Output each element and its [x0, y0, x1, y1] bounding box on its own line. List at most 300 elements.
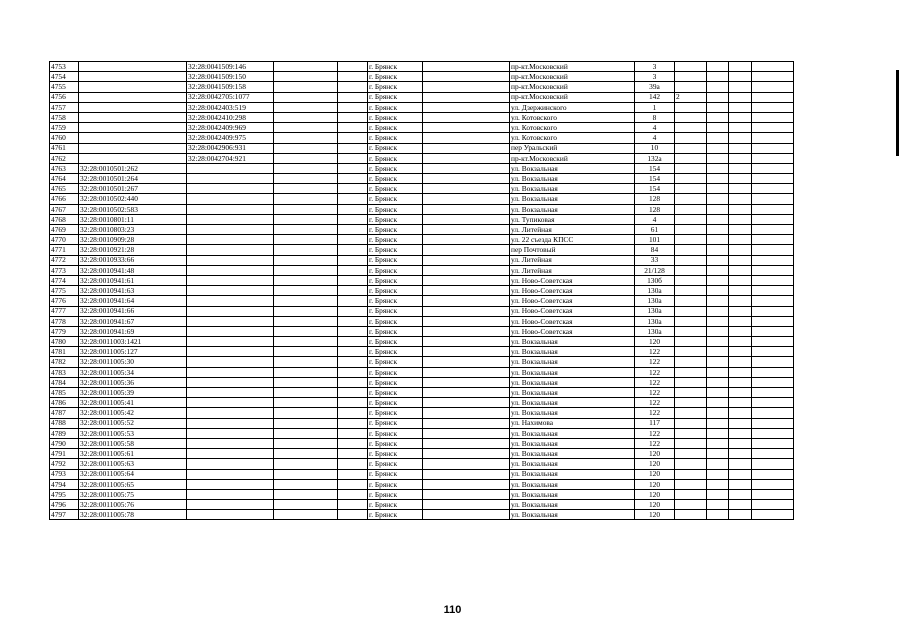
- table-cell: [338, 388, 368, 398]
- table-cell: [675, 500, 707, 510]
- table-cell: [707, 357, 729, 367]
- table-cell: [707, 428, 729, 438]
- table-cell: [729, 357, 752, 367]
- table-cell: [707, 489, 729, 499]
- table-cell: [423, 479, 510, 489]
- table-cell: [423, 123, 510, 133]
- table-cell: [675, 469, 707, 479]
- table-cell: 120: [635, 489, 675, 499]
- table-cell: [423, 316, 510, 326]
- table-cell: [707, 337, 729, 347]
- table-cell: 122: [635, 388, 675, 398]
- table-row: [50, 204, 794, 214]
- table-cell: [675, 459, 707, 469]
- table-cell: [707, 388, 729, 398]
- table-cell: [729, 316, 752, 326]
- table-cell: [675, 449, 707, 459]
- table-cell: [423, 133, 510, 143]
- table-cell: ул. Литейная: [510, 225, 635, 235]
- table-cell: [707, 510, 729, 520]
- table-cell: [729, 398, 752, 408]
- table-cell: г. Брянск: [368, 133, 423, 143]
- table-cell: [423, 337, 510, 347]
- table-cell: [752, 174, 794, 184]
- table-row: [50, 235, 794, 245]
- table-cell: 4: [635, 123, 675, 133]
- table-cell: [423, 163, 510, 173]
- table-cell: [338, 479, 368, 489]
- table-cell: г. Брянск: [368, 92, 423, 102]
- table-cell: [729, 500, 752, 510]
- table-cell: ул. Вокзальная: [510, 479, 635, 489]
- table-cell: ул. Вокзальная: [510, 377, 635, 387]
- table-cell: 4756: [50, 92, 79, 102]
- table-cell: [752, 204, 794, 214]
- table-cell: 32:28:0010941:61: [79, 275, 187, 285]
- table-row: [50, 265, 794, 275]
- table-cell: 154: [635, 174, 675, 184]
- table-cell: [338, 133, 368, 143]
- table-cell: [187, 449, 274, 459]
- table-cell: [274, 163, 338, 173]
- table-cell: 4796: [50, 500, 79, 510]
- table-cell: [79, 72, 187, 82]
- table-cell: [729, 225, 752, 235]
- table-row: [50, 438, 794, 448]
- table-row: [50, 225, 794, 235]
- table-cell: 32:28:0011005:41: [79, 398, 187, 408]
- table-cell: [338, 245, 368, 255]
- table-cell: [729, 286, 752, 296]
- table-cell: [707, 286, 729, 296]
- table-cell: 122: [635, 408, 675, 418]
- table-cell: [729, 194, 752, 204]
- table-cell: [752, 357, 794, 367]
- table-cell: 142: [635, 92, 675, 102]
- table-cell: г. Брянск: [368, 184, 423, 194]
- table-cell: г. Брянск: [368, 326, 423, 336]
- table-cell: 4760: [50, 133, 79, 143]
- table-cell: ул. Ново-Советская: [510, 326, 635, 336]
- table-cell: [729, 449, 752, 459]
- table-row: [50, 489, 794, 499]
- table-cell: 32:28:0011005:75: [79, 489, 187, 499]
- table-cell: [707, 347, 729, 357]
- table-cell: 122: [635, 357, 675, 367]
- table-cell: [752, 428, 794, 438]
- table-cell: 4774: [50, 275, 79, 285]
- table-cell: [675, 388, 707, 398]
- table-cell: [675, 204, 707, 214]
- table-cell: [752, 408, 794, 418]
- table-cell: [707, 398, 729, 408]
- table-cell: [187, 316, 274, 326]
- table-cell: [338, 255, 368, 265]
- table-cell: [274, 286, 338, 296]
- table-cell: [707, 174, 729, 184]
- table-row: [50, 357, 794, 367]
- table-cell: [752, 438, 794, 448]
- table-cell: [338, 225, 368, 235]
- table-cell: г. Брянск: [368, 357, 423, 367]
- table-cell: [79, 62, 187, 72]
- table-cell: 32:28:0011005:53: [79, 428, 187, 438]
- table-row: [50, 245, 794, 255]
- table-cell: 4781: [50, 347, 79, 357]
- table-cell: пер Уральский: [510, 143, 635, 153]
- table-cell: г. Брянск: [368, 449, 423, 459]
- table-cell: [274, 296, 338, 306]
- table-cell: [79, 92, 187, 102]
- table-cell: г. Брянск: [368, 296, 423, 306]
- table-cell: [423, 469, 510, 479]
- table-cell: [675, 306, 707, 316]
- table-cell: г. Брянск: [368, 214, 423, 224]
- table-cell: [675, 112, 707, 122]
- table-cell: [274, 408, 338, 418]
- table-cell: [338, 265, 368, 275]
- table-cell: ул. Котовского: [510, 123, 635, 133]
- table-cell: [423, 286, 510, 296]
- table-cell: 32:28:0011005:30: [79, 357, 187, 367]
- table-cell: [707, 112, 729, 122]
- table-cell: ул. Вокзальная: [510, 388, 635, 398]
- table-cell: [338, 143, 368, 153]
- table-cell: [187, 408, 274, 418]
- table-cell: ул. Вокзальная: [510, 408, 635, 418]
- table-cell: [338, 377, 368, 387]
- table-cell: 122: [635, 347, 675, 357]
- table-cell: г. Брянск: [368, 163, 423, 173]
- table-cell: г. Брянск: [368, 72, 423, 82]
- table-cell: [274, 337, 338, 347]
- table-cell: ул. Вокзальная: [510, 459, 635, 469]
- table-cell: [707, 459, 729, 469]
- table-row: [50, 459, 794, 469]
- table-cell: [187, 367, 274, 377]
- table-cell: 4785: [50, 388, 79, 398]
- table-cell: [729, 82, 752, 92]
- table-cell: [423, 296, 510, 306]
- table-row: [50, 428, 794, 438]
- table-cell: [423, 194, 510, 204]
- table-cell: [752, 500, 794, 510]
- table-cell: 32:28:0011005:34: [79, 367, 187, 377]
- table-cell: г. Брянск: [368, 367, 423, 377]
- table-cell: [338, 326, 368, 336]
- table-cell: 3: [635, 72, 675, 82]
- table-cell: г. Брянск: [368, 82, 423, 92]
- table-cell: 154: [635, 184, 675, 194]
- table-cell: [338, 235, 368, 245]
- table-cell: ул. Вокзальная: [510, 194, 635, 204]
- table-cell: [423, 449, 510, 459]
- table-cell: 8: [635, 112, 675, 122]
- table-cell: ул. Вокзальная: [510, 347, 635, 357]
- table-cell: [729, 265, 752, 275]
- table-cell: 130а: [635, 286, 675, 296]
- table-cell: г. Брянск: [368, 388, 423, 398]
- table-row: [50, 469, 794, 479]
- table-cell: [274, 184, 338, 194]
- table-cell: [675, 337, 707, 347]
- table-cell: [338, 489, 368, 499]
- table-cell: [729, 255, 752, 265]
- table-cell: ул. Литейная: [510, 255, 635, 265]
- table-cell: 32:28:0010921:28: [79, 245, 187, 255]
- table-cell: [675, 133, 707, 143]
- table-cell: [707, 214, 729, 224]
- table-cell: [729, 377, 752, 387]
- table-row: [50, 408, 794, 418]
- table-row: [50, 500, 794, 510]
- table-cell: [274, 388, 338, 398]
- table-cell: 32:28:0010941:67: [79, 316, 187, 326]
- table-cell: [729, 510, 752, 520]
- table-cell: 32:28:0042705:1077: [187, 92, 274, 102]
- table-cell: г. Брянск: [368, 306, 423, 316]
- table-cell: [707, 163, 729, 173]
- table-cell: [707, 123, 729, 133]
- table-cell: [752, 510, 794, 520]
- table-cell: [707, 255, 729, 265]
- table-cell: 32:28:0010909:28: [79, 235, 187, 245]
- table-cell: пер Почтовый: [510, 245, 635, 255]
- table-cell: [752, 367, 794, 377]
- table-cell: [274, 204, 338, 214]
- table-cell: 120: [635, 510, 675, 520]
- table-cell: [752, 225, 794, 235]
- table-cell: 32:28:0010941:66: [79, 306, 187, 316]
- table-cell: ул. Тупиковая: [510, 214, 635, 224]
- table-cell: [729, 204, 752, 214]
- table-cell: 32:28:0041509:146: [187, 62, 274, 72]
- table-cell: [729, 296, 752, 306]
- table-cell: 4753: [50, 62, 79, 72]
- table-cell: 4778: [50, 316, 79, 326]
- table-cell: 4776: [50, 296, 79, 306]
- table-cell: [752, 72, 794, 82]
- table-cell: г. Брянск: [368, 225, 423, 235]
- table-cell: [752, 388, 794, 398]
- table-cell: г. Брянск: [368, 174, 423, 184]
- table-cell: [274, 367, 338, 377]
- table-cell: [338, 449, 368, 459]
- table-cell: [752, 112, 794, 122]
- table-row: [50, 286, 794, 296]
- table-cell: [79, 112, 187, 122]
- table-cell: 4: [635, 214, 675, 224]
- table-cell: [423, 225, 510, 235]
- table-cell: 32:28:0010801:11: [79, 214, 187, 224]
- table-cell: [675, 316, 707, 326]
- table-cell: [675, 62, 707, 72]
- table-cell: [423, 235, 510, 245]
- table-cell: 122: [635, 377, 675, 387]
- table-cell: [752, 153, 794, 163]
- table-row: [50, 123, 794, 133]
- table-row: [50, 255, 794, 265]
- table-cell: [274, 479, 338, 489]
- table-cell: [423, 510, 510, 520]
- table-cell: 4783: [50, 367, 79, 377]
- table-cell: [752, 296, 794, 306]
- table-cell: [338, 438, 368, 448]
- table-cell: [707, 479, 729, 489]
- table-cell: [675, 123, 707, 133]
- table-cell: [707, 184, 729, 194]
- table-cell: 4788: [50, 418, 79, 428]
- table-cell: [729, 306, 752, 316]
- table-cell: [187, 235, 274, 245]
- table-cell: [707, 316, 729, 326]
- table-cell: 4770: [50, 235, 79, 245]
- table-cell: ул. Вокзальная: [510, 489, 635, 499]
- table-row: [50, 510, 794, 520]
- table-cell: [274, 235, 338, 245]
- table-cell: [729, 72, 752, 82]
- table-cell: [187, 275, 274, 285]
- table-cell: [752, 286, 794, 296]
- table-cell: 154: [635, 163, 675, 173]
- table-cell: [707, 235, 729, 245]
- table-cell: [423, 82, 510, 92]
- table-cell: [187, 357, 274, 367]
- table-cell: [729, 235, 752, 245]
- table-cell: [675, 438, 707, 448]
- table-cell: [274, 306, 338, 316]
- table-cell: 32:28:0010501:267: [79, 184, 187, 194]
- table-cell: [752, 449, 794, 459]
- table-cell: 130а: [635, 326, 675, 336]
- table-cell: г. Брянск: [368, 377, 423, 387]
- table-cell: [187, 469, 274, 479]
- table-cell: пр-кт.Московский: [510, 72, 635, 82]
- table-cell: ул. Вокзальная: [510, 510, 635, 520]
- table-cell: [675, 489, 707, 499]
- table-cell: [338, 174, 368, 184]
- table-cell: [187, 489, 274, 499]
- table-cell: 32:28:0010501:264: [79, 174, 187, 184]
- table-cell: 32:28:0042409:969: [187, 123, 274, 133]
- table-cell: [675, 377, 707, 387]
- table-cell: [729, 245, 752, 255]
- table-cell: [423, 428, 510, 438]
- table-cell: [729, 275, 752, 285]
- table-cell: 32:28:0011005:36: [79, 377, 187, 387]
- table-cell: [423, 377, 510, 387]
- table-cell: [338, 62, 368, 72]
- table-cell: [338, 469, 368, 479]
- table-cell: [729, 367, 752, 377]
- page-number: 110: [443, 604, 462, 616]
- table-cell: ул. Ново-Советская: [510, 316, 635, 326]
- table-cell: [423, 153, 510, 163]
- table-cell: [423, 357, 510, 367]
- table-cell: 32:28:0010941:69: [79, 326, 187, 336]
- table-cell: [707, 72, 729, 82]
- table-cell: [187, 398, 274, 408]
- table-cell: 39а: [635, 82, 675, 92]
- table-cell: 32:28:0011005:63: [79, 459, 187, 469]
- table-cell: [752, 245, 794, 255]
- table-cell: 4782: [50, 357, 79, 367]
- table-cell: [675, 184, 707, 194]
- table-cell: [187, 337, 274, 347]
- table-cell: 4768: [50, 214, 79, 224]
- table-cell: 4763: [50, 163, 79, 173]
- table-cell: [752, 489, 794, 499]
- table-cell: [752, 418, 794, 428]
- table-cell: [423, 184, 510, 194]
- table-row: [50, 174, 794, 184]
- table-cell: [338, 510, 368, 520]
- table-cell: г. Брянск: [368, 62, 423, 72]
- table-cell: [274, 72, 338, 82]
- table-cell: [707, 469, 729, 479]
- table-cell: [79, 153, 187, 163]
- table-cell: г. Брянск: [368, 123, 423, 133]
- table-cell: [707, 82, 729, 92]
- table-cell: [707, 449, 729, 459]
- table-cell: [423, 62, 510, 72]
- table-cell: 1: [635, 102, 675, 112]
- table-cell: [274, 133, 338, 143]
- table-cell: [707, 377, 729, 387]
- table-cell: 4789: [50, 428, 79, 438]
- table-row: [50, 306, 794, 316]
- table-cell: ул. Ново-Советская: [510, 275, 635, 285]
- table-cell: ул. Ново-Советская: [510, 296, 635, 306]
- table-row: [50, 377, 794, 387]
- table-cell: [423, 398, 510, 408]
- table-cell: 4795: [50, 489, 79, 499]
- table-cell: [187, 326, 274, 336]
- table-cell: 4771: [50, 245, 79, 255]
- table-cell: ул. Котовского: [510, 133, 635, 143]
- table-cell: [423, 214, 510, 224]
- table-cell: [338, 184, 368, 194]
- table-cell: ул. Вокзальная: [510, 204, 635, 214]
- table-cell: [675, 245, 707, 255]
- table-cell: 4765: [50, 184, 79, 194]
- table-row: [50, 112, 794, 122]
- table-cell: [729, 62, 752, 72]
- table-cell: 120: [635, 449, 675, 459]
- table-cell: [274, 265, 338, 275]
- table-cell: 32:28:0011005:58: [79, 438, 187, 448]
- table-cell: г. Брянск: [368, 408, 423, 418]
- table-cell: 4786: [50, 398, 79, 408]
- table-cell: [274, 194, 338, 204]
- table-cell: [79, 133, 187, 143]
- table-cell: [79, 123, 187, 133]
- table-cell: г. Брянск: [368, 500, 423, 510]
- table-cell: 132а: [635, 153, 675, 163]
- table-cell: [338, 306, 368, 316]
- table-cell: [187, 184, 274, 194]
- table-row: [50, 194, 794, 204]
- table-cell: [187, 479, 274, 489]
- table-cell: [752, 62, 794, 72]
- table-cell: [729, 489, 752, 499]
- table-row: [50, 153, 794, 163]
- table-cell: [752, 92, 794, 102]
- table-cell: [274, 316, 338, 326]
- table-cell: 2: [675, 92, 707, 102]
- table-cell: г. Брянск: [368, 255, 423, 265]
- table-cell: [675, 418, 707, 428]
